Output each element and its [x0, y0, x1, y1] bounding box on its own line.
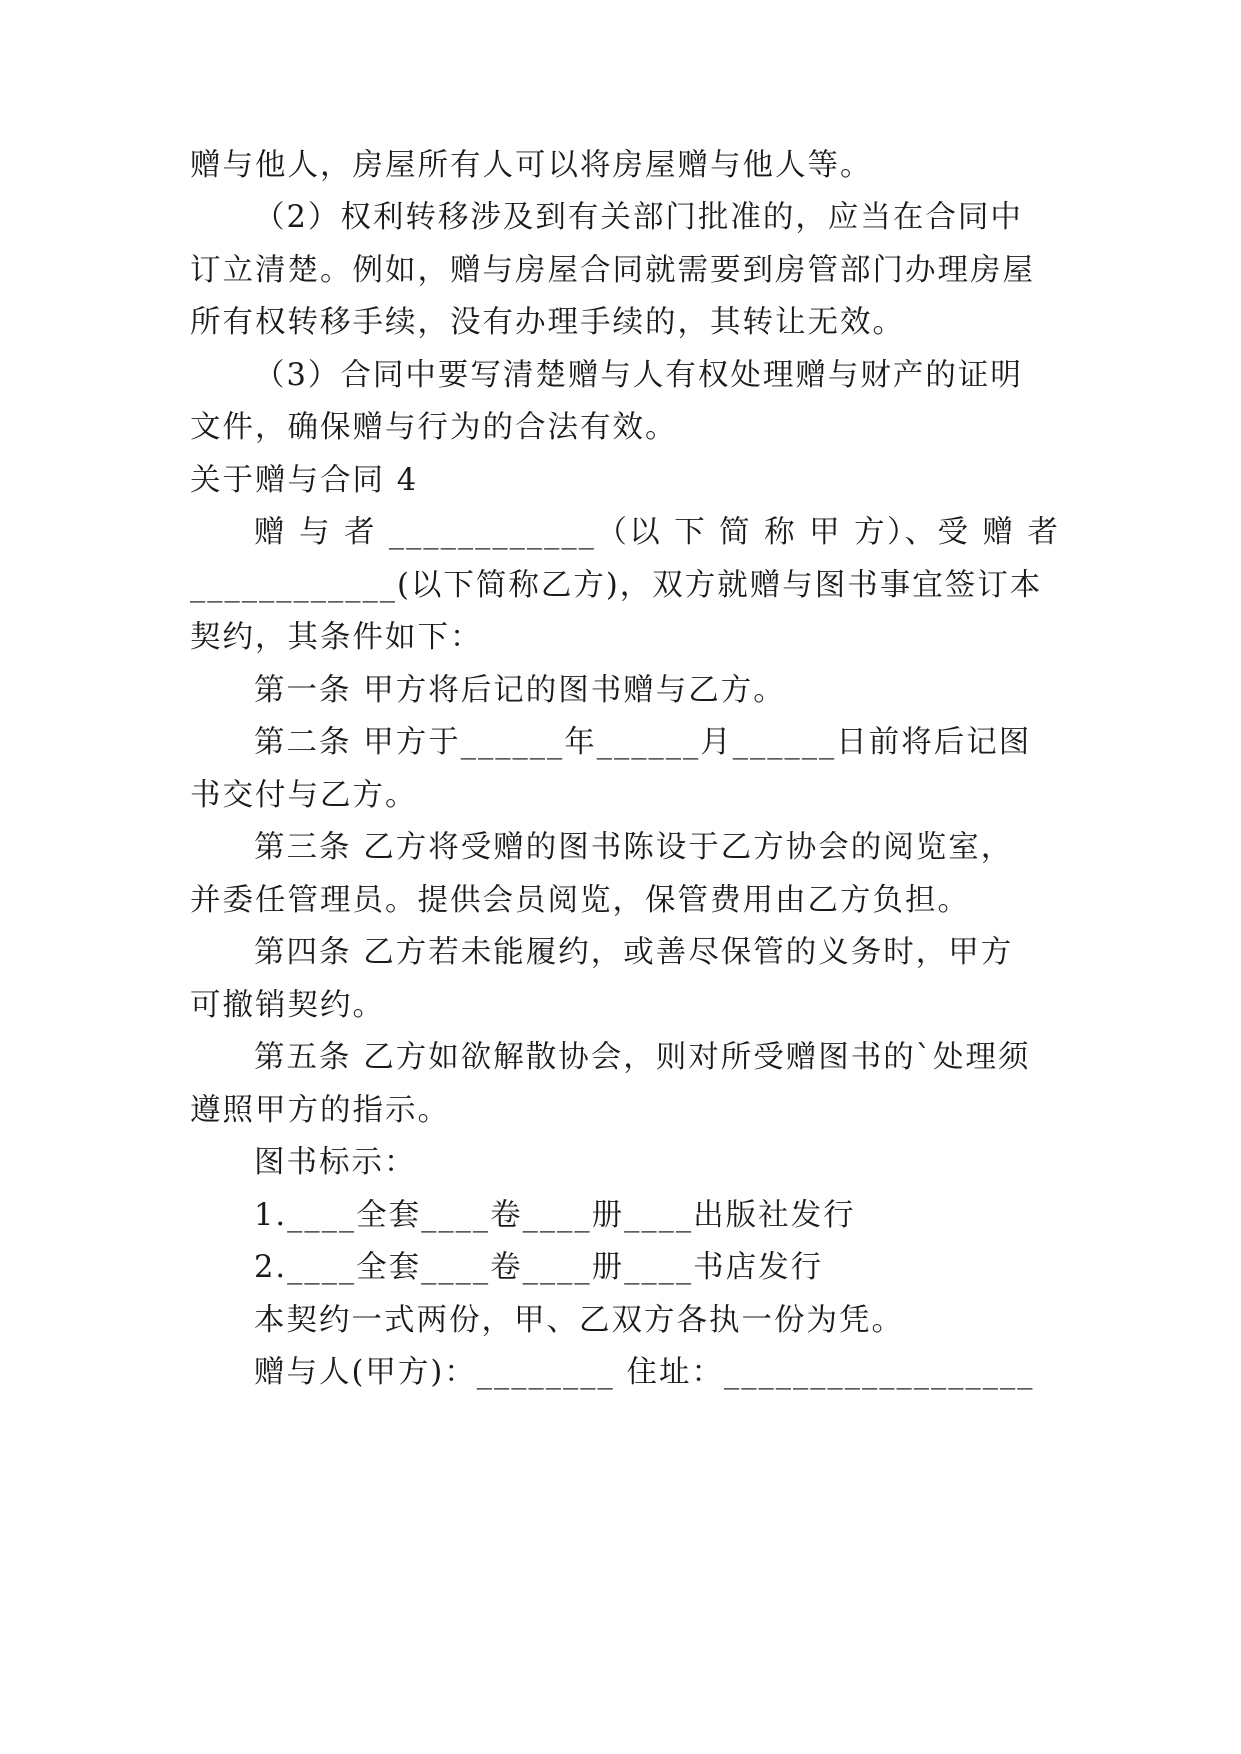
article-line: 第一条 甲方将后记的图书赠与乙方。	[254, 673, 786, 708]
paragraph-line: 订立清楚。例如，赠与房屋合同就需要到房管部门办理房屋	[190, 253, 1035, 288]
paragraph-line: 所有权转移手续，没有办理手续的，其转让无效。	[190, 305, 905, 340]
article-line: 第四条 乙方若未能履约，或善尽保管的义务时，甲方	[254, 935, 1014, 970]
book-list-heading: 图书标示：	[254, 1145, 417, 1180]
paragraph-line: 本契约一式两份，甲、乙双方各执一份为凭。	[254, 1303, 904, 1338]
paragraph-line: （2）权利转移涉及到有关部门批准的，应当在合同中	[254, 200, 1023, 235]
paragraph-line: 文件，确保赠与行为的合法有效。	[190, 410, 678, 445]
book-list-item: 1.____全套____卷____册____出版社发行	[254, 1198, 856, 1233]
paragraph-line: ____________(以下简称乙方)，双方就赠与图书事宜签订本	[190, 568, 1043, 603]
paragraph-line: 可撤销契约。	[190, 988, 385, 1023]
section-title: 关于赠与合同 4	[190, 463, 419, 498]
paragraph-line: 契约，其条件如下：	[190, 620, 483, 655]
article-line: 第二条 甲方于______年______月______日前将后记图	[254, 725, 1032, 760]
book-list-item: 2.____全套____卷____册____书店发行	[254, 1250, 824, 1285]
signature-line: 赠与人(甲方)：________ 住址：__________________	[254, 1355, 1035, 1390]
article-line: 第五条 乙方如欲解散协会，则对所受赠图书的`处理须	[254, 1040, 1031, 1075]
article-line: 第三条 乙方将受赠的图书陈设于乙方协会的阅览室，	[254, 830, 1014, 865]
paragraph-line: 赠 与 者 ____________（以 下 简 称 甲 方）、受 赠 者	[254, 515, 1060, 550]
paragraph-line: 并委任管理员。提供会员阅览，保管费用由乙方负担。	[190, 883, 970, 918]
paragraph-line: 遵照甲方的指示。	[190, 1093, 450, 1128]
paragraph-line: 书交付与乙方。	[190, 778, 418, 813]
paragraph-line: 赠与他人，房屋所有人可以将房屋赠与他人等。	[190, 148, 873, 183]
paragraph-line: （3）合同中要写清楚赠与人有权处理赠与财产的证明	[254, 358, 1023, 393]
